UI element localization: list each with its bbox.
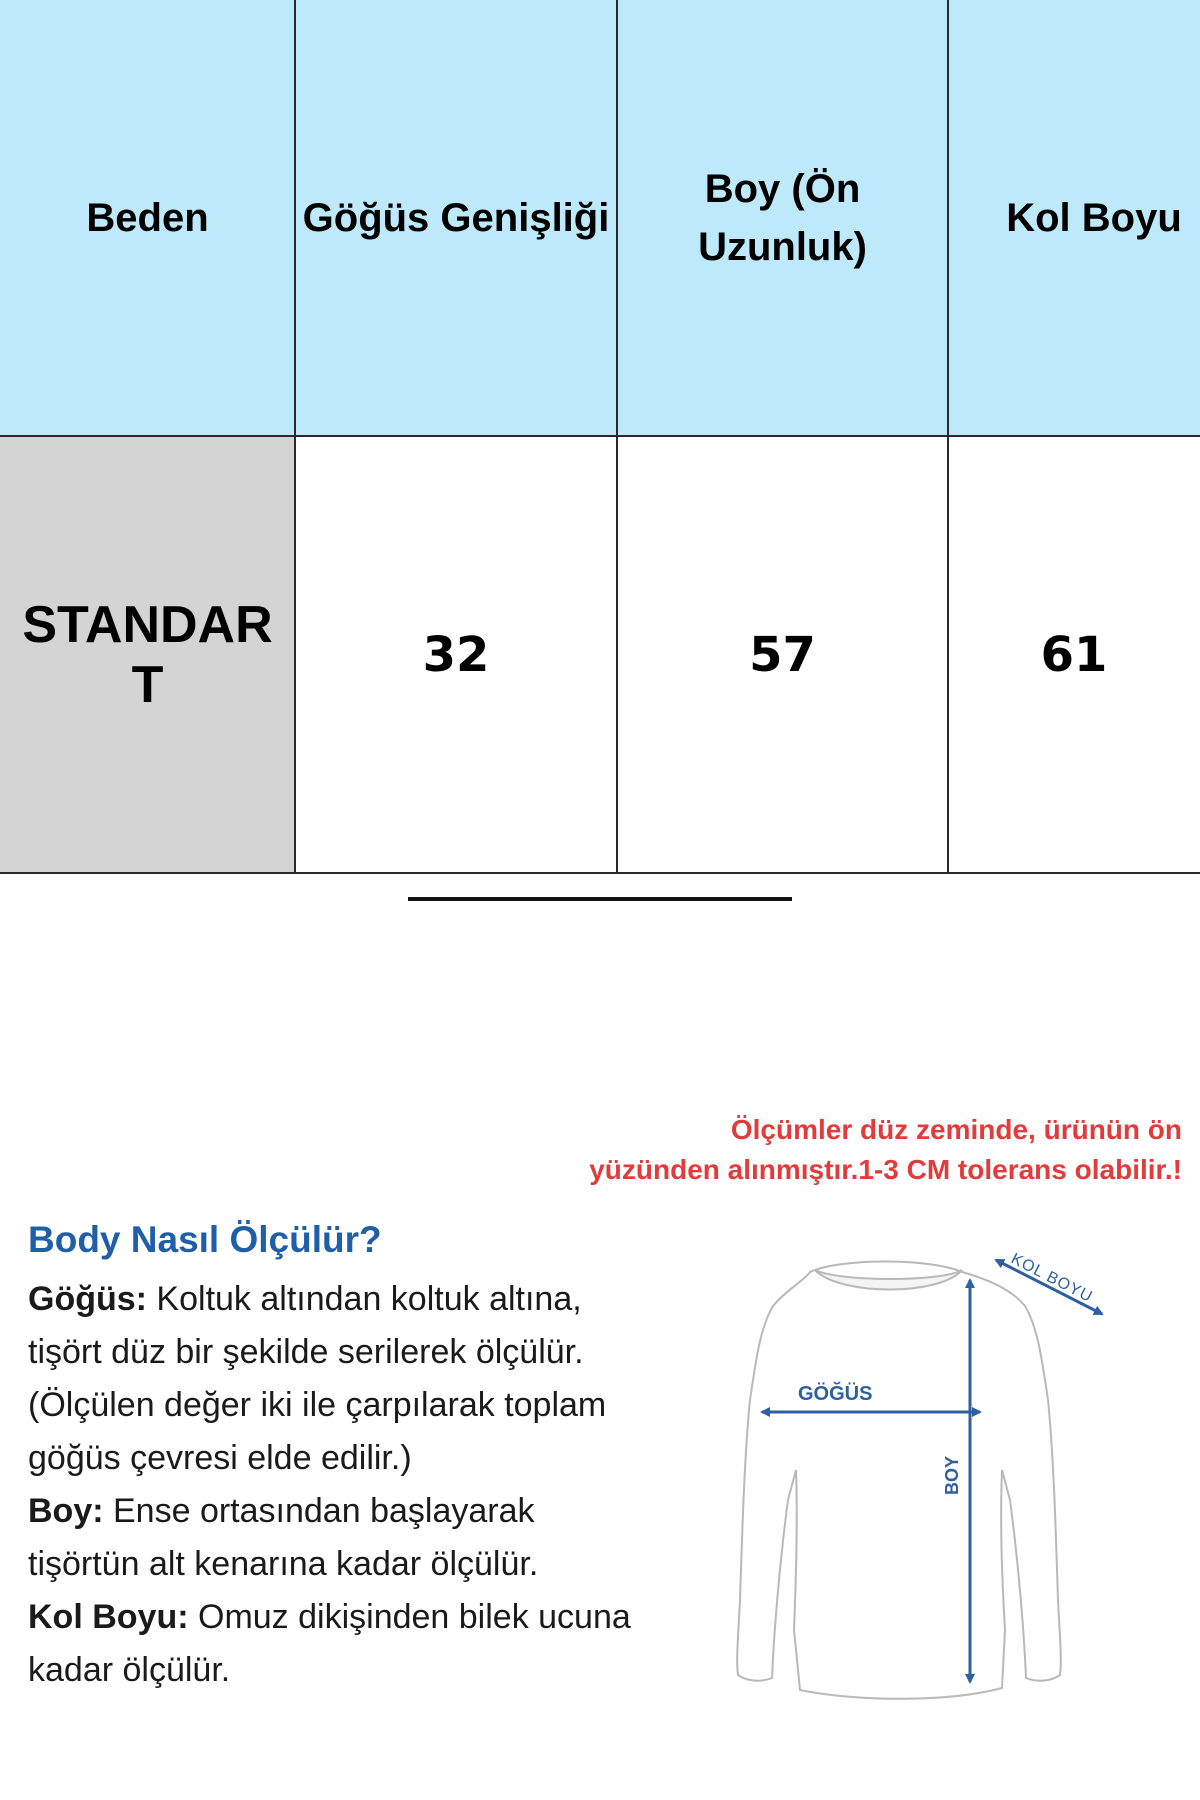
header-gogus-genisligi: Göğüs Genişliği — [295, 0, 617, 436]
shirt-measurement-diagram — [680, 1250, 1120, 1710]
guide-item-label: Kol Boyu: — [28, 1598, 189, 1636]
header-beden: Beden — [0, 0, 295, 436]
section-divider — [408, 897, 792, 901]
guide-item-text: Ense ortasından başlayarak tişörtün alt kenarına kadar ölçülür. — [28, 1492, 539, 1583]
guide-item-boy — [28, 1485, 648, 1591]
guide-item-label: Göğüs: — [28, 1280, 147, 1318]
guide-item-label: Boy: — [28, 1492, 104, 1530]
shirt-outline-icon — [737, 1262, 1061, 1699]
guide-item-text: Koltuk altından koltuk altına, tişört düz bir şekilde serilerek ölçülür. (Ölçülen değer iki ile çarpılarak toplam göğüs çevresi elde edilir.) — [28, 1280, 607, 1477]
gogus-value: 32 — [295, 436, 617, 874]
size-value: STANDART — [0, 436, 295, 874]
header-kol-boyu: Kol Boyu — [948, 0, 1200, 436]
measurement-guide — [28, 1215, 648, 1697]
boy-value: 57 — [617, 436, 948, 874]
table-divider — [0, 872, 1200, 874]
notice-line-2: yüzünden alınmıştır.1-3 CM tolerans olabilir.! — [589, 1154, 1182, 1185]
measurement-notice — [422, 1110, 1182, 1190]
table-divider — [294, 0, 296, 874]
table-divider — [0, 435, 1200, 437]
size-table — [0, 0, 1200, 874]
table-divider — [947, 0, 949, 874]
table-divider — [616, 0, 618, 874]
chest-label: GÖĞÜS — [798, 1383, 873, 1405]
notice-line-1: Ölçümler düz zeminde, ürünün ön — [730, 1114, 1182, 1145]
guide-item-kol-boyu — [28, 1591, 648, 1697]
guide-title: Body Nasıl Ölçülür? — [28, 1219, 382, 1260]
length-label: BOY — [942, 1455, 962, 1495]
guide-item-text: Omuz dikişinden bilek ucuna kadar ölçülür. — [28, 1598, 631, 1689]
sleeve-label: KOL BOYU — [1008, 1250, 1096, 1307]
header-boy: Boy (Ön Uzunluk) — [617, 0, 948, 436]
kol-value: 61 — [948, 436, 1200, 874]
guide-item-gogus — [28, 1273, 648, 1485]
